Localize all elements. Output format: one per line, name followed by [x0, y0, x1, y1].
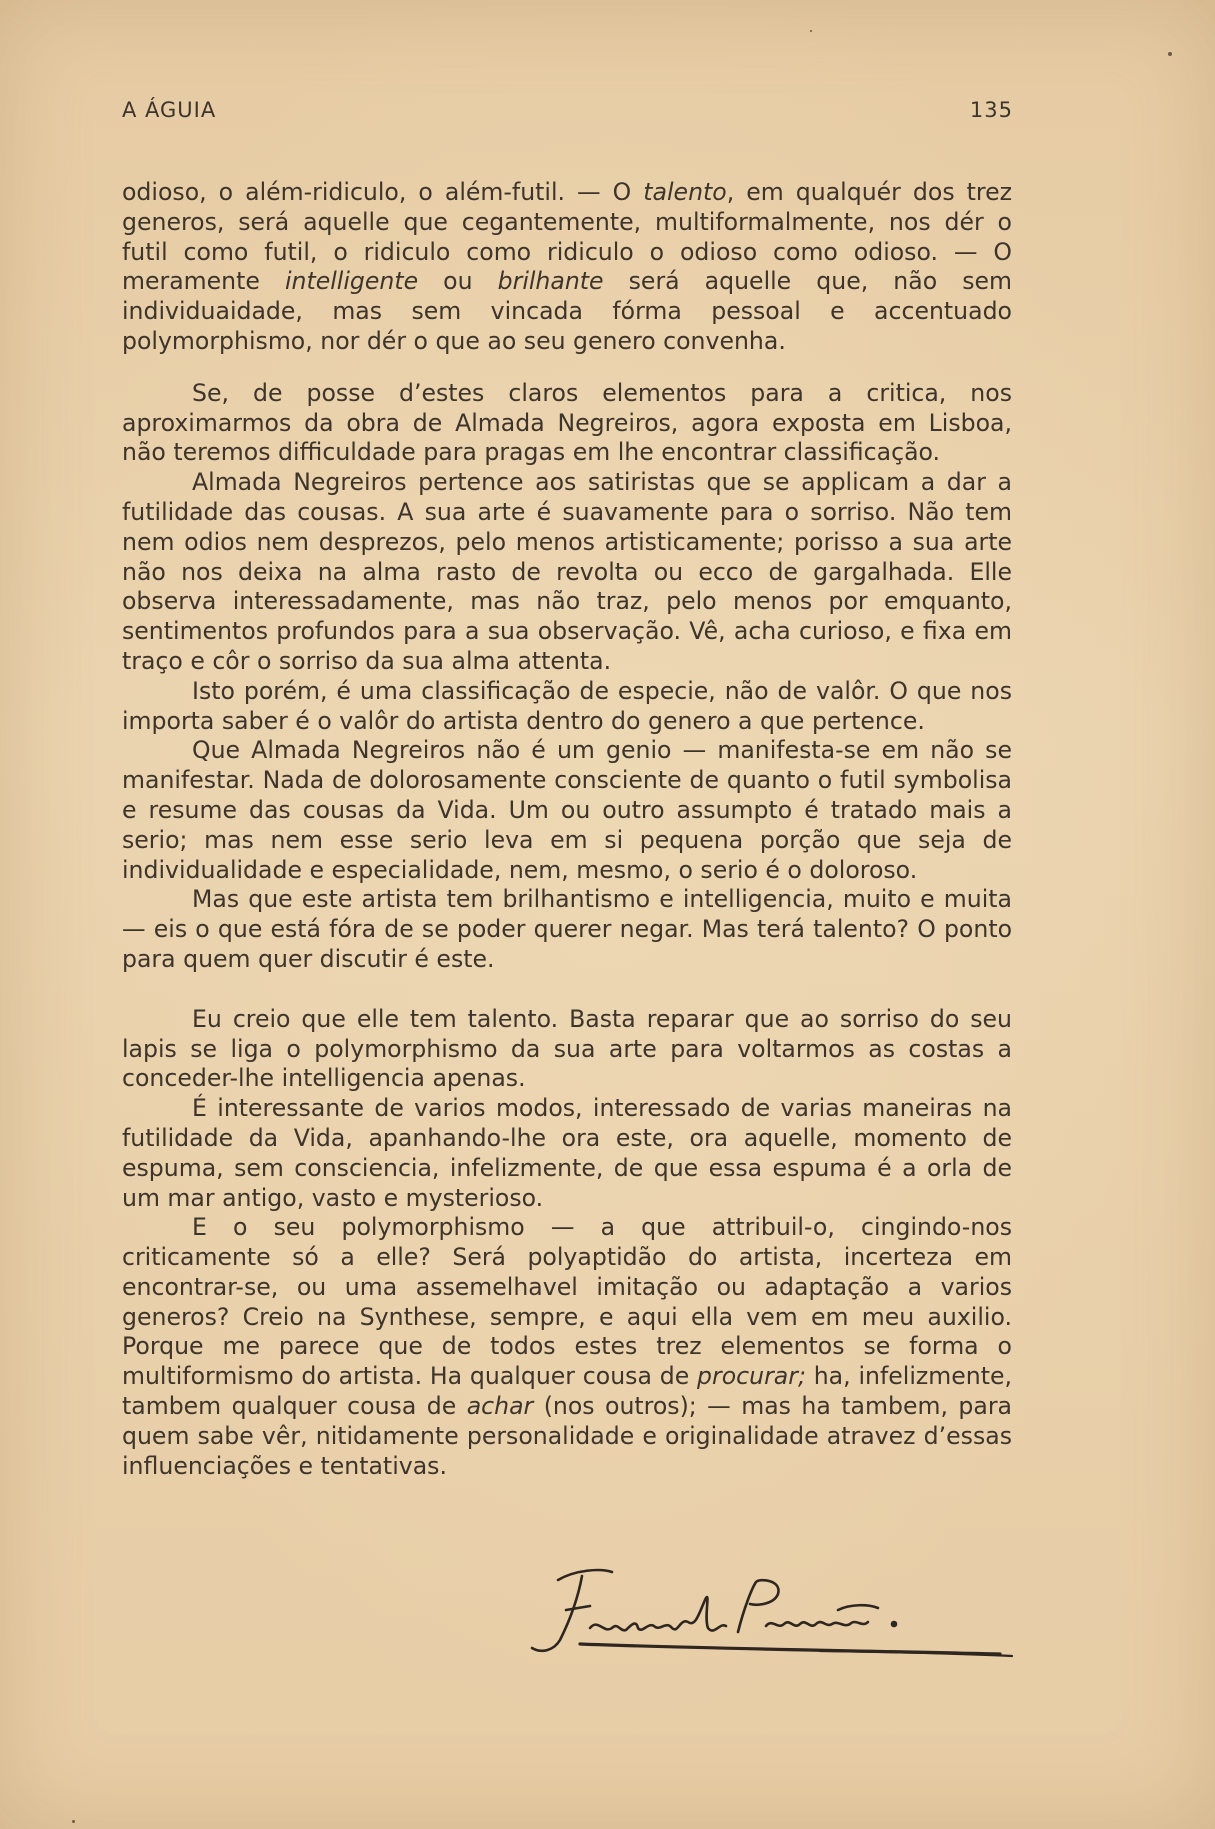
p1-intelligente: intelligente	[284, 267, 419, 296]
p9-text-mid: ha, infelizmente, tambem qualquer cousa de	[122, 1362, 1012, 1421]
handwritten-signature	[520, 1558, 1020, 1668]
paper-speck	[72, 1820, 75, 1823]
paper-speck	[1168, 52, 1172, 56]
article-body	[122, 178, 1012, 1481]
paragraph-5: Que Almada Negreiros não é um genio — manifesta-se em não se manifestar. Nada de dolorosamente consciente de quanto o futil symbolisa e resume das cousas da Vida. Um ou outro assumpto é tratado mais a serio; mas nem esse serio leva em si pequena porção que seja de individualidade e especialidade, nem, mesmo, o serio é o doloroso.	[122, 736, 1012, 884]
paragraph-2: Se, de posse d’estes claros elementos para a critica, nos aproximarmos da obra de Almada Negreiros, agora exposta em Lisboa, não teremos difficuldade para pragas em lhe encontrar classificação.	[122, 378, 1012, 467]
p1-text-c: , em qualquér dos trez generos, será aquelle que cegantemente, multiformalmente, nos dér o futil como futil, o ridiculo como ridiculo o odioso como odioso. — O meramente	[122, 178, 1012, 296]
paragraph-8: É interessante de varios modos, interessado de varias maneiras na futilidade da Vida, apanhando-lhe ora este, ora aquelle, momento de espuma, sem consciencia, infelizmente, de que essa espuma é a orla de um mar antigo, vasto e mysterioso.	[122, 1094, 1012, 1212]
p1-brilhante: brilhante	[497, 267, 604, 296]
paragraph-4: Isto porém, é uma classificação de especie, não de valôr. O que nos importa saber é o valôr do artista dentro do genero a que pertence.	[122, 676, 1012, 735]
paper-speck	[810, 30, 812, 32]
p1-talento: talento	[643, 178, 727, 206]
p9-text-end: (nos outros); — mas ha tambem, para quem sabe vêr, nitidamente personalidade e originalidade atravez d’essas influenciações e tentativas.	[122, 1392, 1013, 1480]
p9-text-a: E o seu polymorphismo — a que attribuil-o, cingindo-nos criticamente só a elle? Será polyaptidão do artista, incerteza em encontrar-se, ou uma assemelhavel imitação ou adaptação a varios generos? Creio na Synthese, sempre, e aqui ella vem em meu auxilio. Porque me parece que de todos estes trez elementos se forma o multiformismo do artista. Ha qualquer cousa de	[122, 1213, 1012, 1391]
paragraph-9	[122, 1213, 1012, 1481]
p1-text-g: será aquelle que, não sem individuaidade, mas sem vincada fórma pessoal e accentuado polymorphismo, nor dér o que ao seu genero convenha.	[122, 267, 1012, 355]
page-number: 135	[969, 98, 1013, 122]
paragraph-3: Almada Negreiros pertence aos satiristas que se applicam a dar a futilidade das cousas. A sua arte é suavamente para o sorriso. Não tem nem odios nem desprezos, pelo menos artisticamente; porisso a sua arte não nos deixa na alma rasto de revolta ou ecco de gargalhada. Elle observa interessadamente, mas não traz, pelo menos por emquanto, sentimentos profundos para a sua observação. Vê, acha curioso, e fixa em traço e côr o sorriso da sua alma attenta.	[122, 468, 1012, 675]
paragraph-1	[122, 178, 1012, 357]
p9-procurar: procurar;	[697, 1362, 806, 1391]
paragraph-6: Mas que este artista tem brilhantismo e intelligencia, muito e muita — eis o que está fóra de se poder querer negar. Mas terá talento? O ponto para quem quer discutir é este.	[122, 885, 1012, 973]
p1-text-a: odioso, o além-ridiculo, o além-futil. — O	[122, 178, 644, 206]
p1-text-e: ou	[418, 267, 498, 296]
journal-title: A ÁGUIA	[122, 98, 217, 122]
running-head	[122, 98, 1013, 132]
p9-achar: achar	[466, 1392, 534, 1421]
paragraph-7: Eu creio que elle tem talento. Basta reparar que ao sorriso do seu lapis se liga o polymorphismo da sua arte para voltarmos as costas a conceder-lhe intelligencia apenas.	[122, 1004, 1012, 1093]
